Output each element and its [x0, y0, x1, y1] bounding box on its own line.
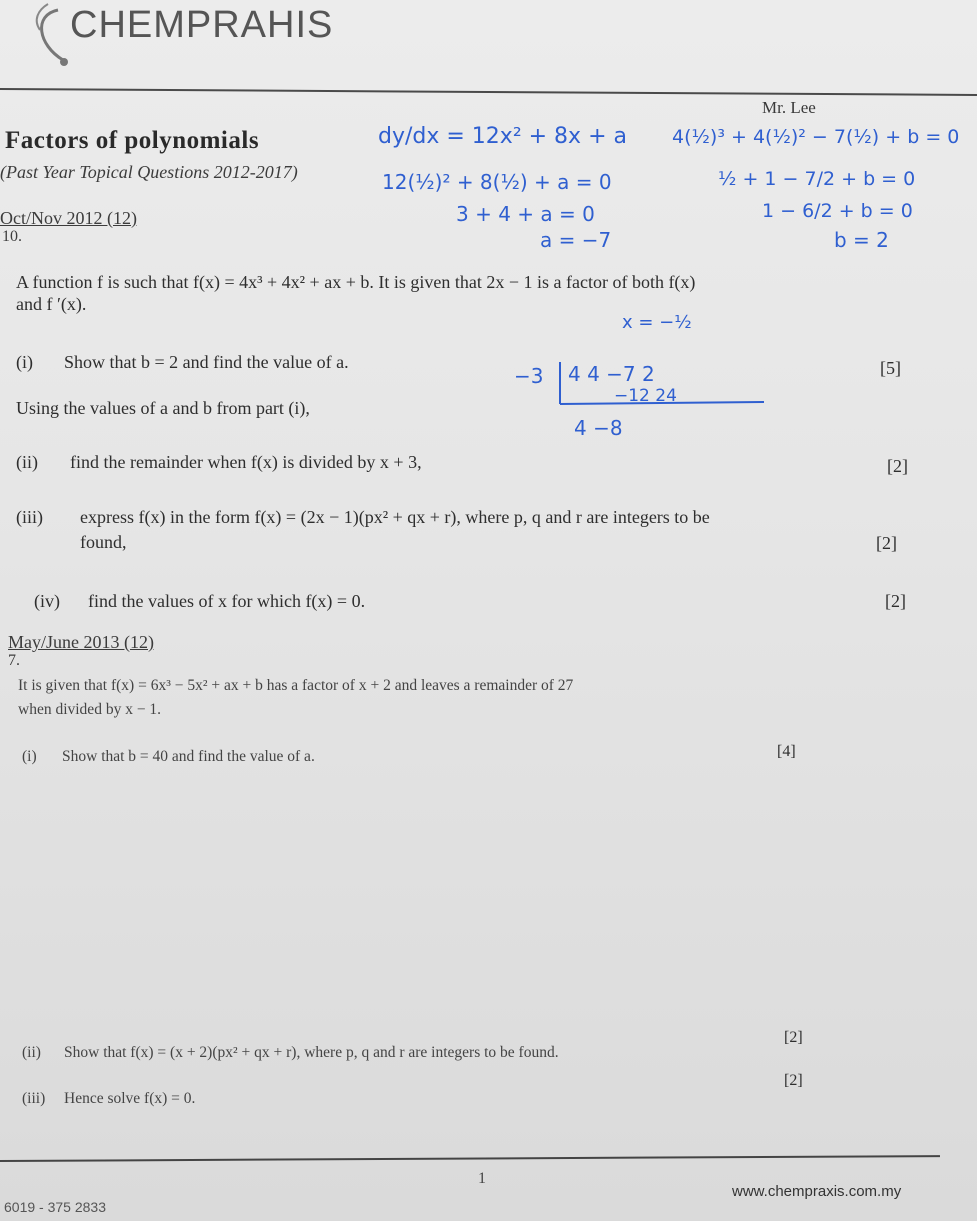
- q2-part-ii-text: Show that f(x) = (x + 2)(px² + qx + r), where p, q and r are integers to be found.: [64, 1044, 559, 1061]
- q1-part-iii-marks: [2]: [876, 533, 897, 553]
- q2-part-ii-label: (ii): [22, 1044, 41, 1061]
- header-rule: [0, 88, 977, 96]
- q1-part-iv-text: find the values of x for which f(x) = 0.: [88, 591, 366, 611]
- q1-part-i-text: Show that b = 2 and find the value of a.: [64, 352, 349, 372]
- q2-session: May/June 2013 (12): [8, 632, 154, 652]
- page-number: 1: [478, 1170, 486, 1187]
- page-subtitle: (Past Year Topical Questions 2012-2017): [0, 162, 298, 182]
- q2-part-ii-marks: [2]: [784, 1029, 803, 1046]
- handwritten-substitution: 12(½)² + 8(½) + a = 0: [382, 170, 612, 194]
- handwritten-f-half-step: 1 − 6/2 + b = 0: [762, 200, 913, 222]
- q1-part-iii-label: (iii): [16, 507, 43, 527]
- handwritten-division-result: 4 −8: [574, 416, 623, 440]
- q2-part-iii-marks: [2]: [784, 1072, 803, 1089]
- q2-part-iii-text: Hence solve f(x) = 0.: [64, 1090, 196, 1107]
- q1-part-iii-text: express f(x) in the form f(x) = (2x − 1)(px² + qx + r), where p, q and r are integers to be: [80, 507, 710, 527]
- q2-part-i-text: Show that b = 40 and find the value of a.: [62, 748, 315, 765]
- q1-part-iii-text2: found,: [80, 532, 127, 552]
- page-title: Factors of polynomials: [5, 127, 260, 154]
- handwritten-b-value: b = 2: [834, 228, 889, 252]
- handwritten-division-coeffs: 4 4 −7 2: [568, 362, 655, 386]
- q1-part-ii-label: (ii): [16, 452, 38, 472]
- handwritten-a-value: a = −7: [540, 228, 612, 252]
- q1-part-ii-text: find the remainder when f(x) is divided by x + 3,: [70, 452, 422, 472]
- q2-number: 7.: [8, 652, 20, 669]
- q1-part-i-label: (i): [16, 352, 33, 372]
- q2-part-i-label: (i): [22, 748, 37, 765]
- handwritten-sum: 3 + 4 + a = 0: [456, 202, 595, 226]
- handwritten-f-half: 4(½)³ + 4(½)² − 7(½) + b = 0: [672, 126, 960, 148]
- handwritten-division-products: −12 24: [614, 386, 677, 406]
- q1-stem-line2: and f ′(x).: [16, 294, 87, 314]
- handwritten-derivative: dy/dx = 12x² + 8x + a: [378, 124, 627, 149]
- teacher-name: Mr. Lee: [762, 98, 816, 117]
- q1-session: Oct/Nov 2012 (12): [0, 208, 137, 228]
- handwritten-divisor: −3: [514, 364, 544, 388]
- q1-using-text: Using the values of a and b from part (i),: [16, 398, 310, 418]
- q2-part-i-marks: [4]: [777, 743, 796, 760]
- q1-part-ii-marks: [2]: [887, 456, 908, 476]
- q1-part-iv-label: (iv): [34, 591, 60, 611]
- q2-stem-line2: when divided by x − 1.: [18, 701, 162, 718]
- q1-number: 10.: [2, 228, 22, 245]
- q1-part-iv-marks: [2]: [885, 591, 906, 611]
- website: www.chempraxis.com.my: [732, 1183, 902, 1200]
- footer-rule: [0, 1155, 940, 1162]
- phone-number: 6019 - 375 2833: [4, 1199, 106, 1215]
- handwritten-f-half-simplified: ½ + 1 − 7/2 + b = 0: [718, 168, 916, 190]
- q1-stem-line1: A function f is such that f(x) = 4x³ + 4x² + ax + b. It is given that 2x − 1 is a factor of both f(x): [16, 272, 696, 292]
- q2-stem-line1: It is given that f(x) = 6x³ − 5x² + ax + b has a factor of x + 2 and leaves a remainder of 27: [18, 677, 574, 694]
- brand-name: CHEMPRAHIS: [70, 4, 334, 46]
- q2-part-iii-label: (iii): [22, 1090, 46, 1107]
- q1-part-i-marks: [5]: [880, 358, 901, 378]
- handwritten-root: x = −½: [622, 312, 692, 333]
